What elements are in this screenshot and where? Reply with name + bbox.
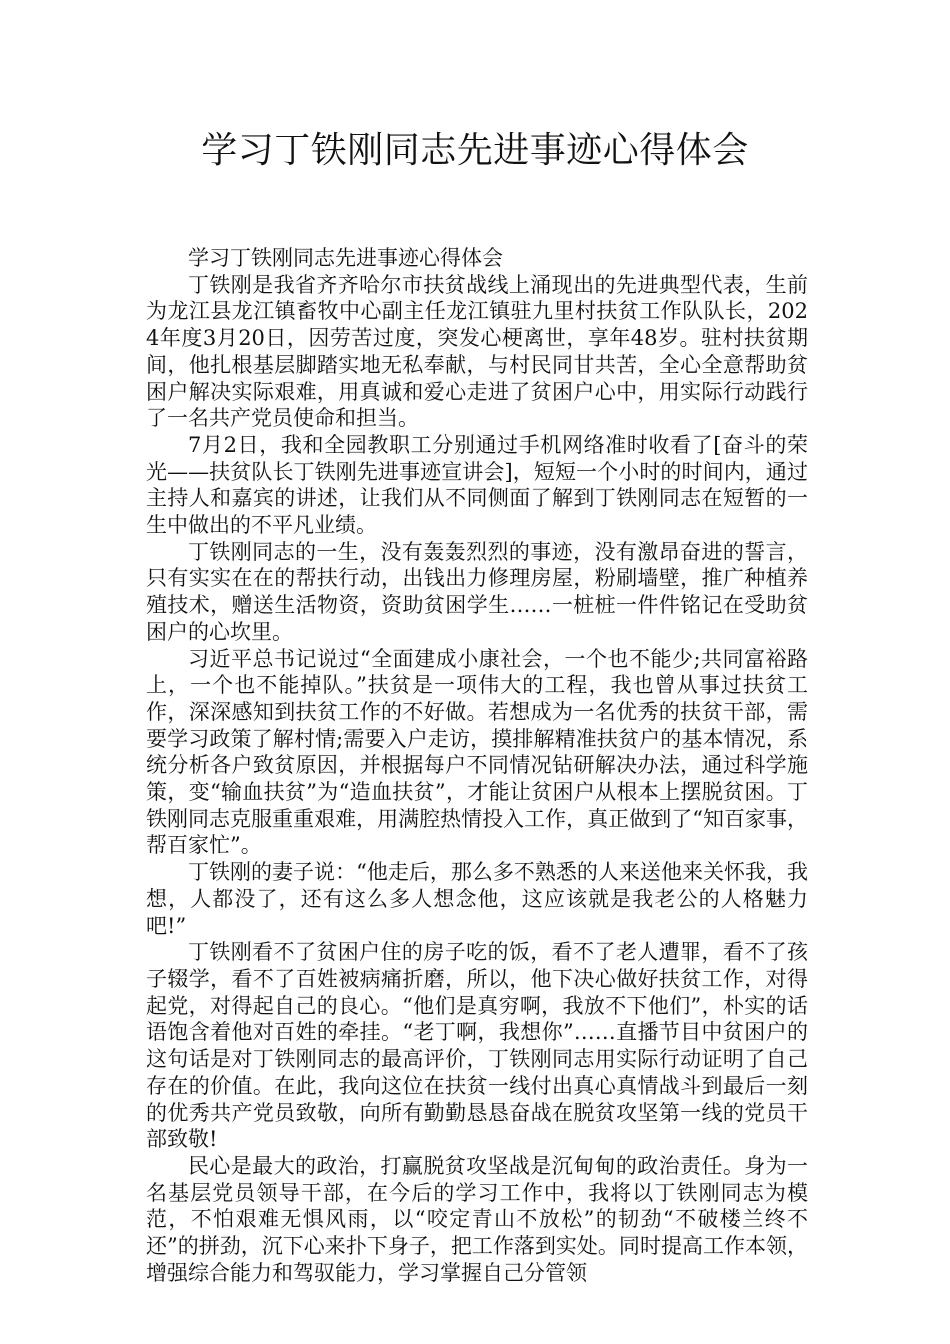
document-body (146, 245, 808, 1286)
paragraph-resolution: 民心是最大的政治，打赢脱贫攻坚战是沉甸甸的政治责任。身为一名基层党员领导干部，在今后的学习工作中，我将以丁铁刚同志为模范，不怕艰难无惧风雨，以“咬定青山不放松”的韧劲“不破楼兰终不还”的拼劲，沉下心来扑下身子，把工作落到实处。同时提高工作本领，增强综合能力和驾驭能力，学习掌握自己分管领 (146, 1153, 808, 1285)
paragraph-heading: 学习丁铁刚同志先进事迹心得体会 (188, 246, 503, 270)
paragraph-viewing: 7月2日，我和全园教职工分别通过手机网络准时收看了[奋斗的荣光——扶贫队长丁铁刚先进事迹宣讲会]，短短一个小时的时间内，通过主持人和嘉宾的讲述，让我们从不同侧面了解到丁铁刚同志在短暂的一生中做出的不平凡业绩。 (146, 432, 808, 538)
paragraph-deeds: 丁铁刚同志的一生，没有轰轰烈烈的事迹，没有激昂奋进的誓言，只有实实在在的帮扶行动，出钱出力修理房屋，粉刷墙壁，推广种植养殖技术，赠送生活物资，资助贫困学生……一桩桩一件件铭记在受助贫困户的心坎里。 (146, 539, 808, 644)
document-title: 学习丁铁刚同志先进事迹心得体会 (201, 130, 749, 171)
paragraph-tribute: 丁铁刚看不了贫困户住的房子吃的饭，看不了老人遭罪，看不了孩子辍学，看不了百姓被病痛折磨，所以，他下决心做好扶贫工作，对得起党，对得起自己的良心。“他们是真穷啊，我放不下他们”，朴实的话语饱含着他对百姓的牵挂。“老丁啊，我想你”……直播节目中贫困户的这句话是对丁铁刚同志的最高评价，丁铁刚同志用实际行动证明了自己存在的价值。在此，我向这位在扶贫一线付出真心真情战斗到最后一刻的优秀共产党员致敬，向所有勤勤恳恳奋战在脱贫攻坚第一线的党员干部致敬! (146, 940, 808, 1152)
paragraph-quote: 习近平总书记说过“全面建成小康社会，一个也不能少;共同富裕路上，一个也不能掉队。”扶贫是一项伟大的工程，我也曾从事过扶贫工作，深深感知到扶贫工作的不好做。若想成为一名优秀的扶贫干部，需要学习政策了解村情;需要入户走访，摸排解精准扶贫户的基本情况，系统分析各户致贫原因，并根据每户不同情况钻研解决办法，通过科学施策，变“输血扶贫”为“造血扶贫”，才能让贫困户从根本上摆脱贫困。丁铁刚同志克服重重艰难，用满腔热情投入工作，真正做到了“知百家事，帮百家忙”。 (146, 646, 808, 858)
paragraph-intro: 丁铁刚是我省齐齐哈尔市扶贫战线上涌现出的先进典型代表，生前为龙江县龙江镇畜牧中心副主任龙江镇驻九里村扶贫工作队队长，2024年度3月20日，因劳苦过度，突发心梗离世，享年48岁。驻村扶贫期间，他扎根基层脚踏实地无私奉献，与村民同甘共苦，全心全意帮助贫困户解决实际艰难，用真诚和爱心走进了贫困户心中，用实际行动践行了一名共产党员使命和担当。 (146, 272, 808, 431)
paragraph-wife: 丁铁刚的妻子说：“他走后，那么多不熟悉的人来送他来关怀我，我想，人都没了，还有这么多人想念他，这应该就是我老公的人格魅力吧!” (146, 860, 808, 938)
